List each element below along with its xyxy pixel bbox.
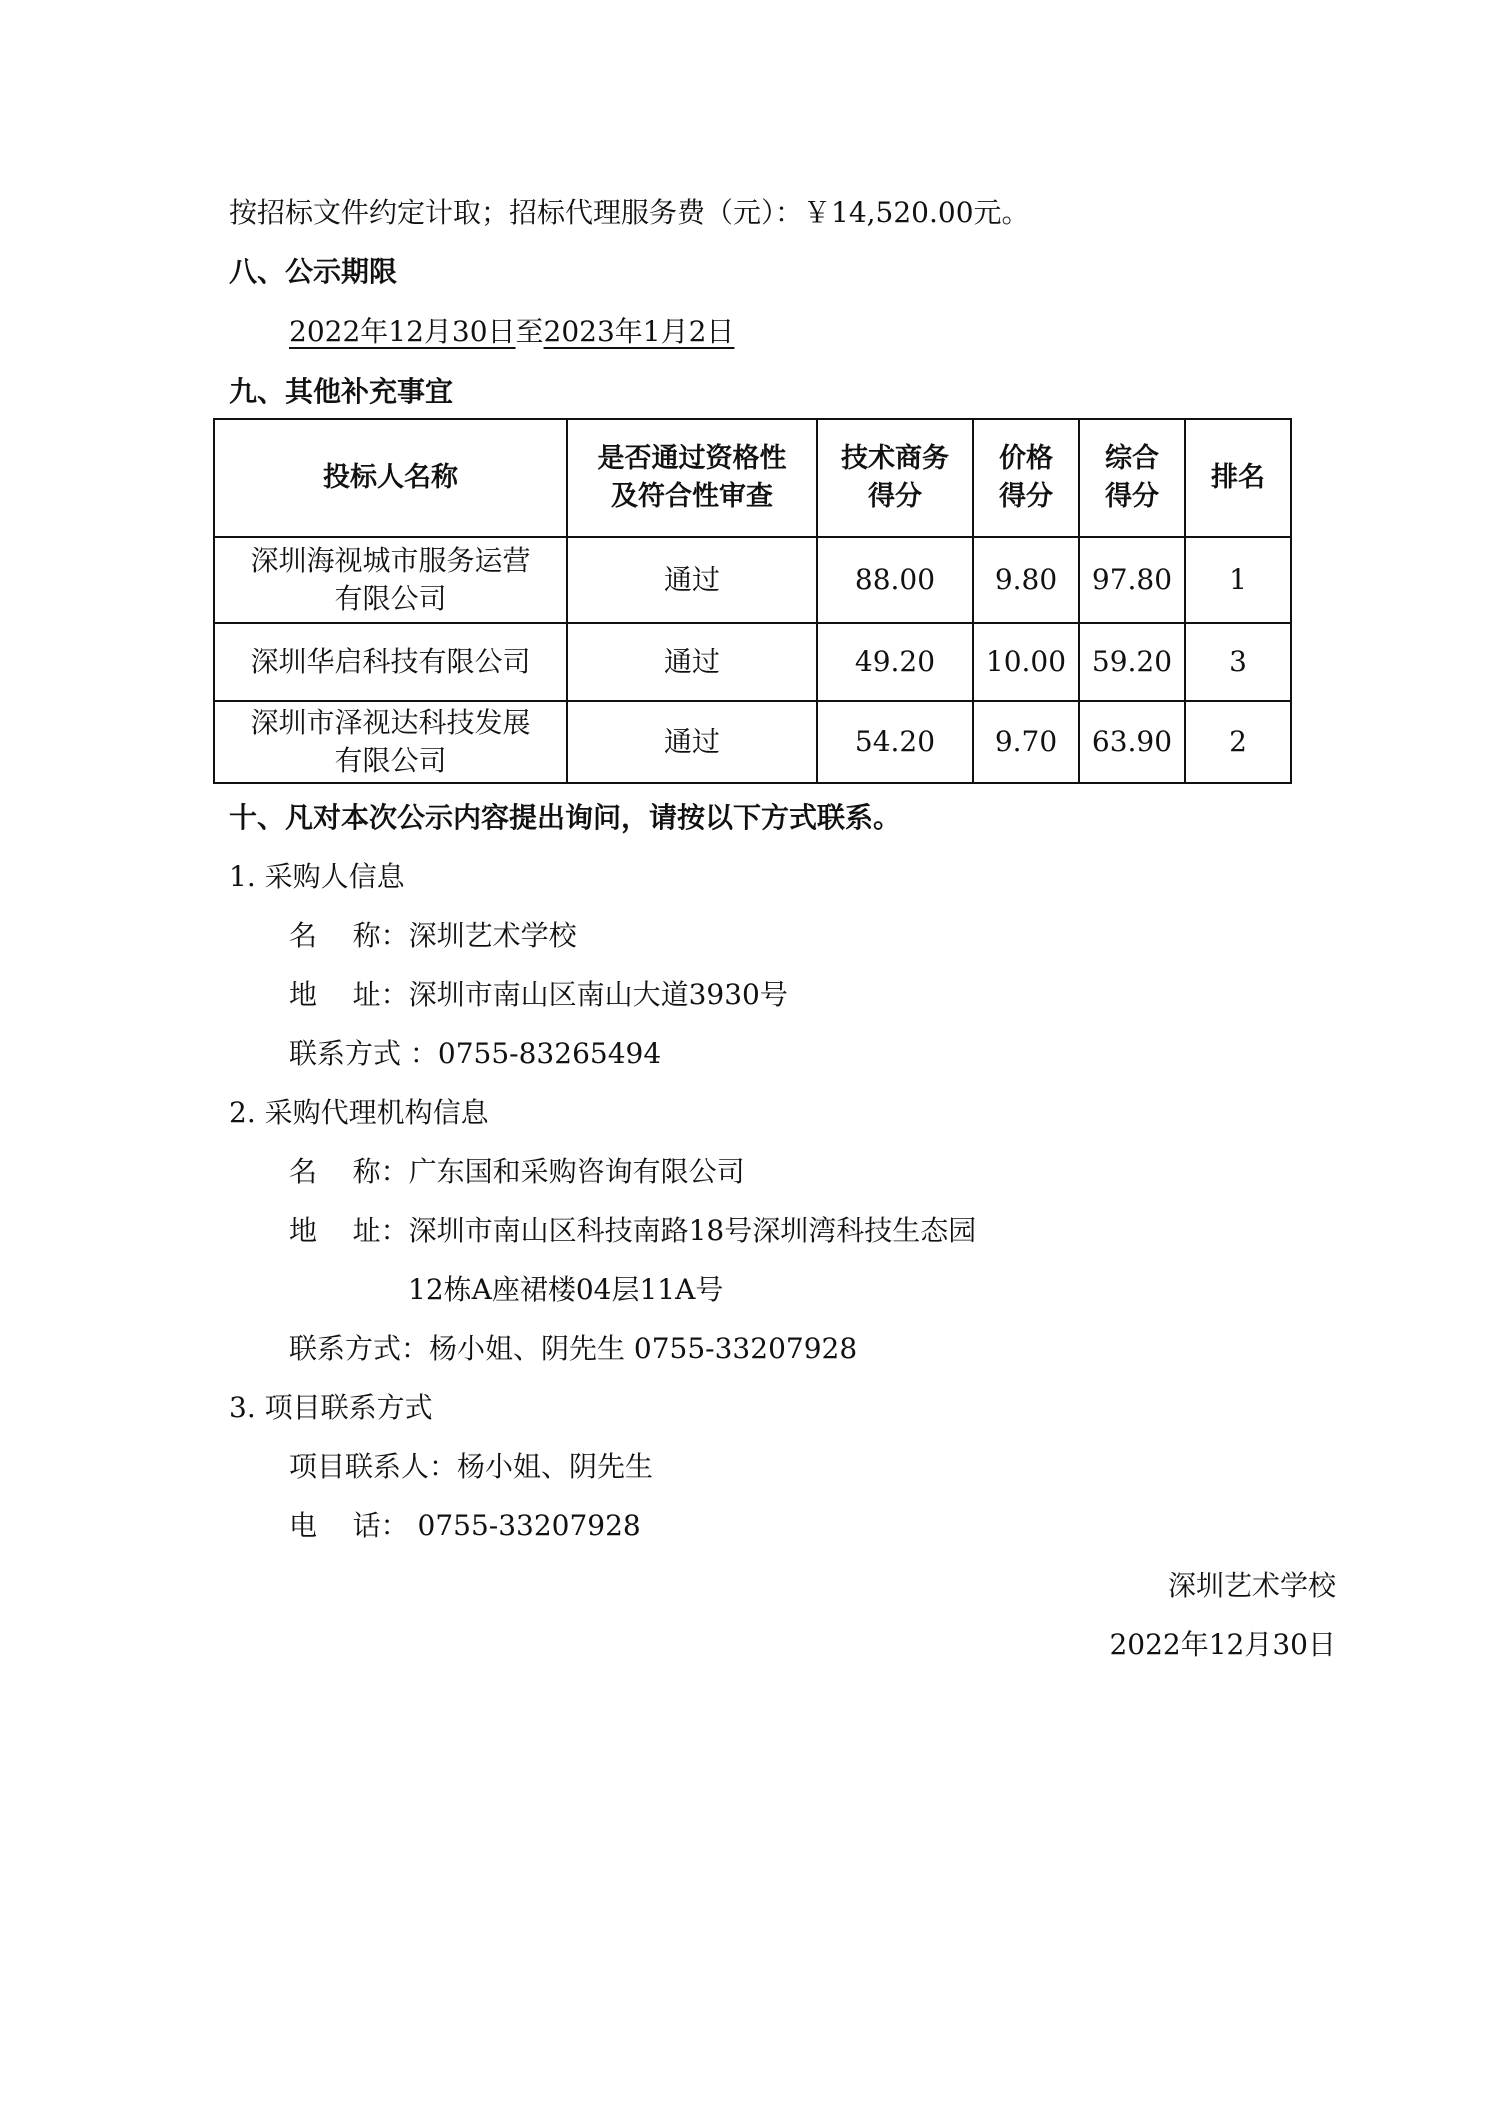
total-score: 59.20 (1079, 623, 1185, 701)
qualification-result: 通过 (567, 537, 817, 623)
project-heading: 3. 项目联系方式 (229, 1391, 433, 1424)
price-score: 9.80 (973, 537, 1079, 623)
tech-score: 49.20 (817, 623, 973, 701)
tech-score: 54.20 (817, 701, 973, 783)
header-total-score: 综合 得分 (1079, 419, 1185, 537)
fee-line: 按招标文件约定计取；招标代理服务费（元）：￥14,520.00元。 (229, 196, 1030, 229)
signature-date: 2022年12月30日 (1109, 1628, 1336, 1661)
section-10-title: 十、凡对本次公示内容提出询问，请按以下方式联系。 (229, 801, 902, 834)
period-start-date: 2022年12月30日 (289, 315, 516, 348)
bidder-name: 深圳华启科技有限公司 (214, 623, 567, 701)
table-row (214, 701, 1291, 783)
table-row (214, 537, 1291, 623)
section-8-title: 八、公示期限 (229, 255, 398, 288)
header-tech-score: 技术商务 得分 (817, 419, 973, 537)
tech-score: 88.00 (817, 537, 973, 623)
purchaser-address: 地 址：深圳市南山区南山大道3930号 (289, 978, 788, 1011)
qualification-result: 通过 (567, 701, 817, 783)
section-9-title: 九、其他补充事宜 (229, 375, 454, 408)
total-score: 97.80 (1079, 537, 1185, 623)
rank: 2 (1185, 701, 1291, 783)
project-contact-person: 项目联系人：杨小姐、阴先生 (289, 1450, 654, 1483)
header-qualification: 是否通过资格性 及符合性审查 (567, 419, 817, 537)
project-phone: 电 话： 0755-33207928 (289, 1509, 641, 1542)
price-score: 10.00 (973, 623, 1079, 701)
agency-contact: 联系方式：杨小姐、阴先生 0755-33207928 (289, 1332, 858, 1365)
price-score: 9.70 (973, 701, 1079, 783)
header-price-score: 价格 得分 (973, 419, 1079, 537)
table-row (214, 623, 1291, 701)
header-bidder-name: 投标人名称 (214, 419, 567, 537)
agency-address: 地 址：深圳市南山区科技南路18号深圳湾科技生态园 (289, 1214, 977, 1247)
table-header-row (214, 419, 1291, 537)
period-separator: 至 (515, 315, 544, 348)
rank: 1 (1185, 537, 1291, 623)
header-rank: 排名 (1185, 419, 1291, 537)
total-score: 63.90 (1079, 701, 1185, 783)
bid-results-table (213, 418, 1292, 784)
agency-address-line2: 12栋A座裙楼04层11A号 (408, 1273, 724, 1306)
agency-heading: 2. 采购代理机构信息 (229, 1096, 489, 1129)
period-end-date: 2023年1月2日 (543, 315, 735, 348)
rank: 3 (1185, 623, 1291, 701)
qualification-result: 通过 (567, 623, 817, 701)
purchaser-heading: 1. 采购人信息 (229, 860, 405, 893)
agency-name: 名 称：广东国和采购咨询有限公司 (289, 1155, 745, 1188)
announcement-period (289, 312, 734, 352)
bidder-name: 深圳市泽视达科技发展 有限公司 (214, 701, 567, 783)
bidder-name: 深圳海视城市服务运营 有限公司 (214, 537, 567, 623)
purchaser-contact: 联系方式 ：0755-83265494 (289, 1037, 662, 1070)
signature-org: 深圳艺术学校 (1167, 1569, 1336, 1602)
purchaser-name: 名 称：深圳艺术学校 (289, 919, 577, 952)
